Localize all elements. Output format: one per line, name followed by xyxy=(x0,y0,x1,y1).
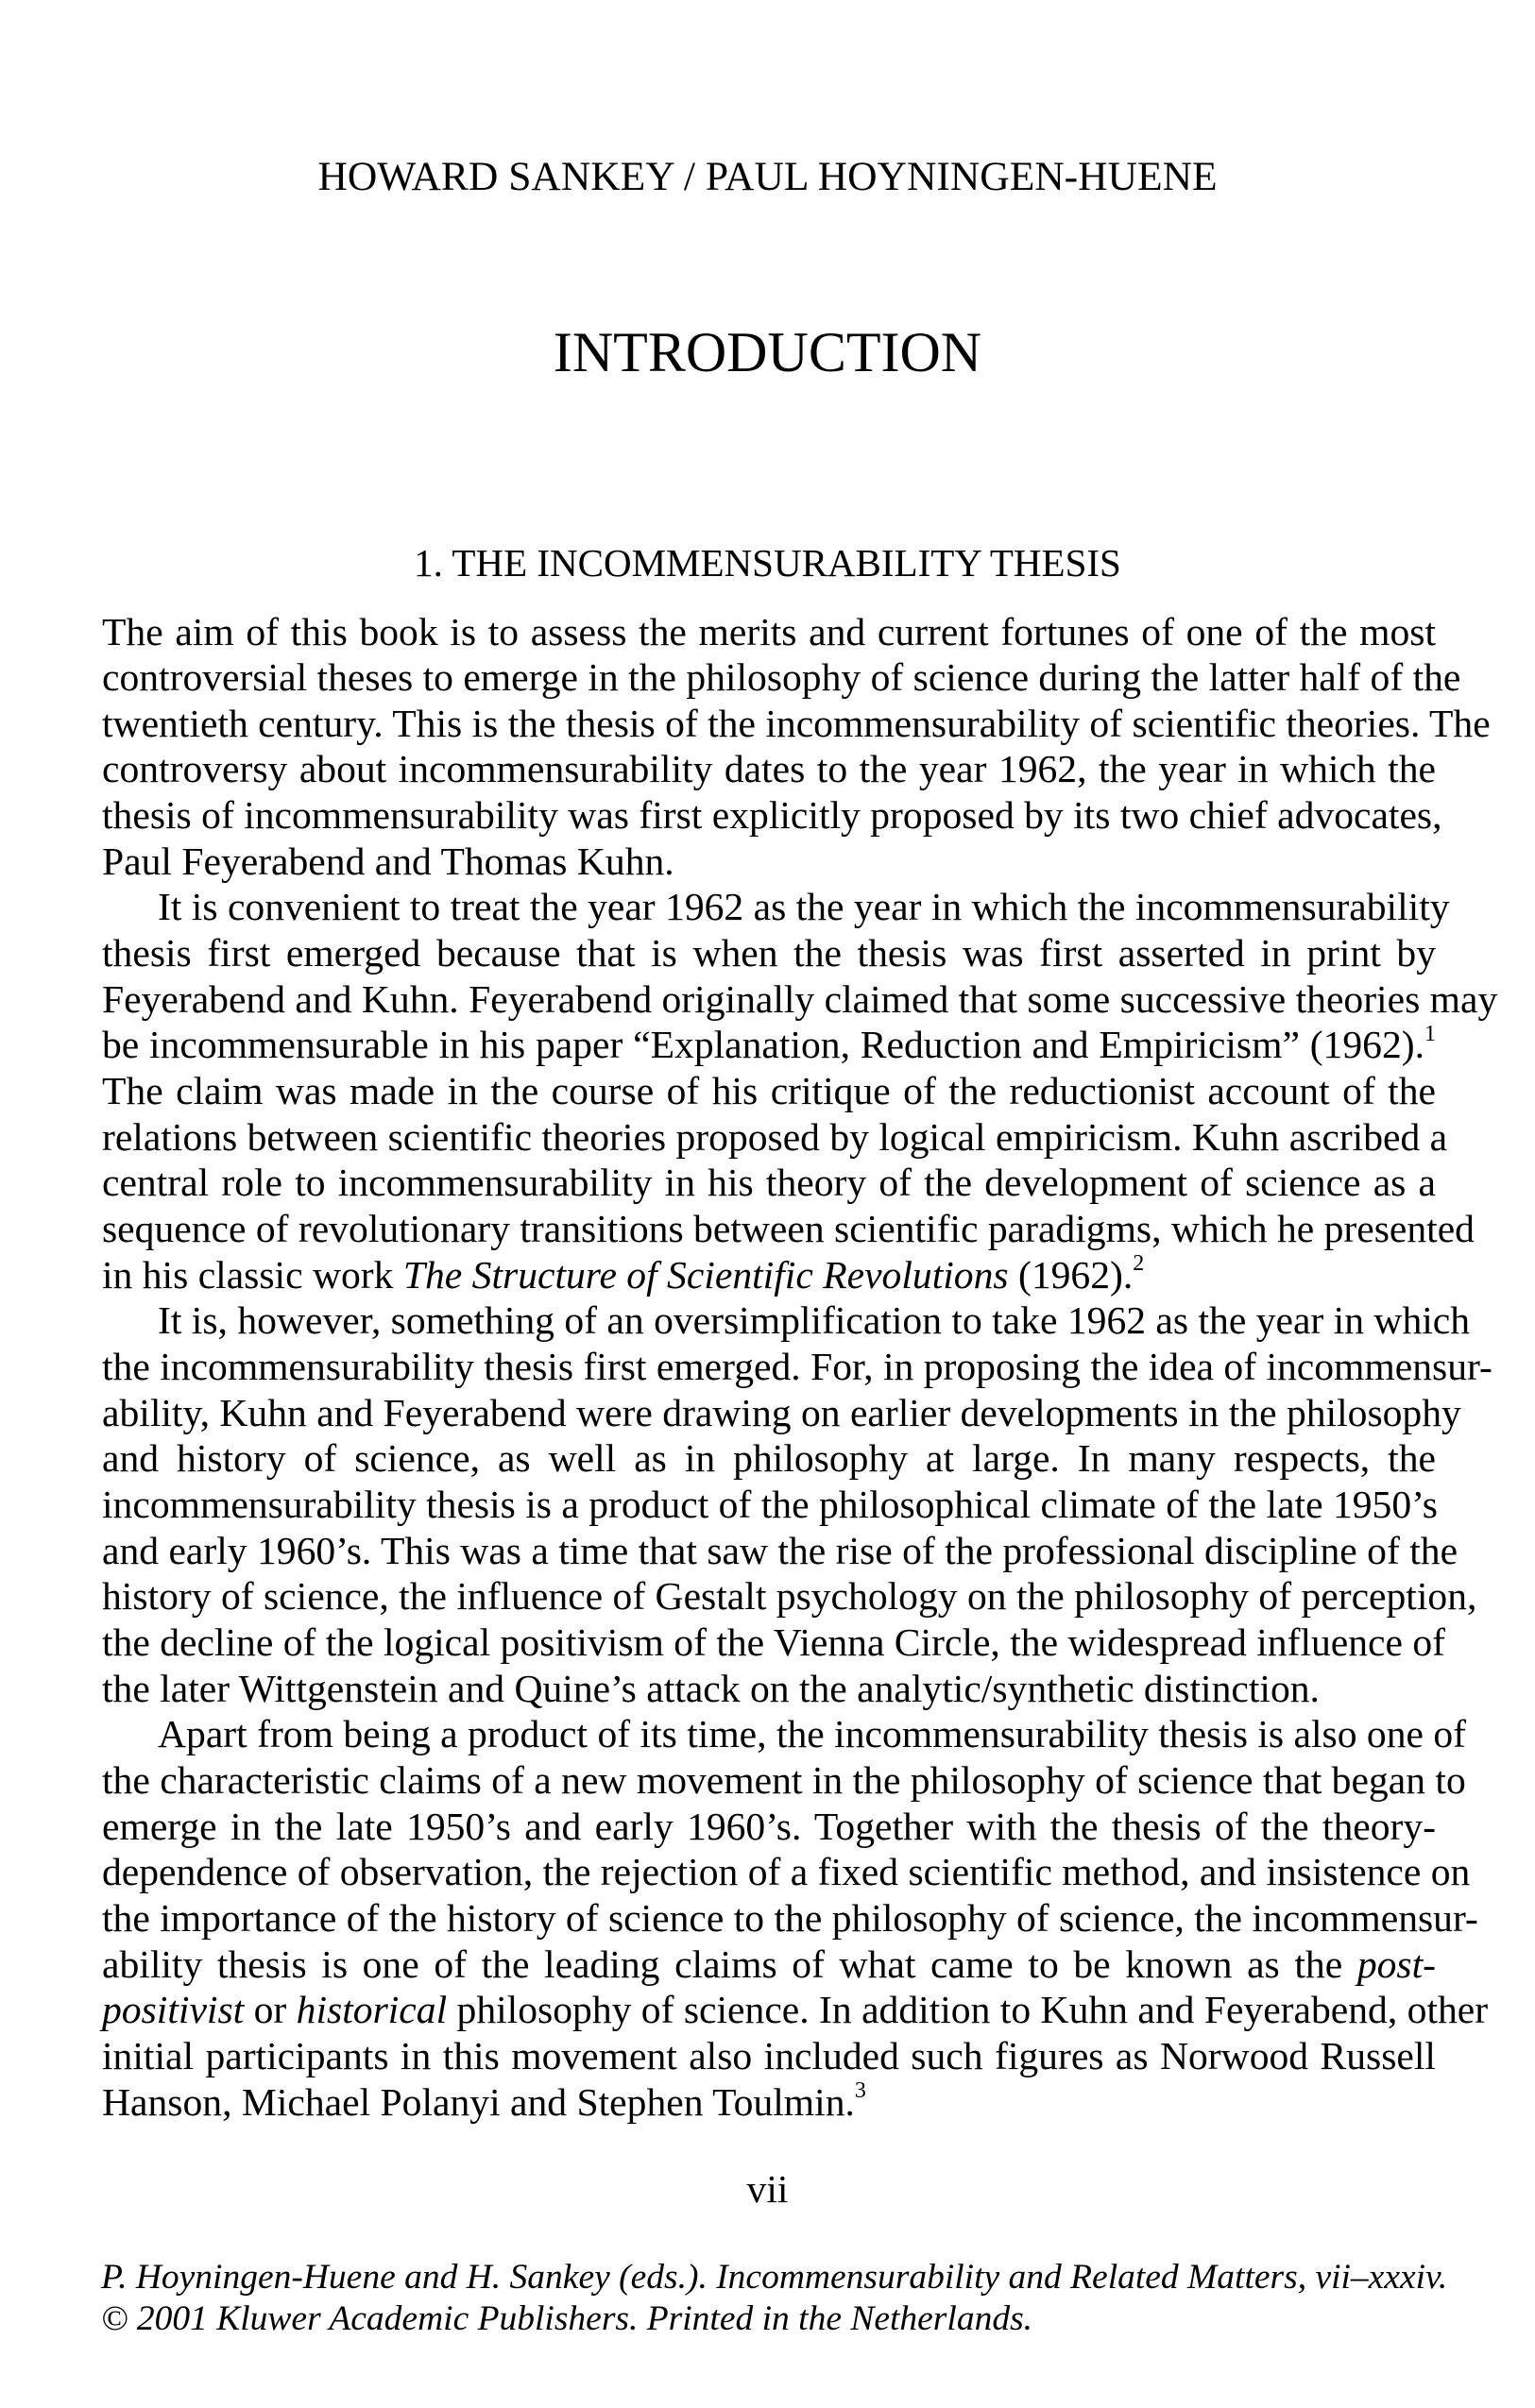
text-line-content: or xyxy=(244,1988,297,2032)
text-line: the incommensurability thesis first emerged. For, in proposing the idea of incommensur- xyxy=(102,1345,1492,1388)
text-line: history of science, the influence of Gestalt psychology on the philosophy of perception, xyxy=(102,1574,1477,1619)
author-names: HOWARD SANKEY / PAUL HOYNINGEN-HUENE xyxy=(317,154,1218,199)
text-line: The claim was made in the course of his critique of the reductionist account of the xyxy=(102,1069,1436,1113)
text-line: dependence of observation, the rejection of a fixed scientific method, and insistence on xyxy=(102,1850,1471,1894)
text-line: thesis first emerged because that is when the thesis was first asserted in print by xyxy=(102,931,1436,975)
section-heading: 1. THE INCOMMENSURABILITY THESIS xyxy=(414,541,1121,585)
text-line xyxy=(102,1942,1436,1988)
text-line: sequence of revolutionary transitions between scientific paradigms, which he presented xyxy=(102,1207,1475,1251)
text-line: ability, Kuhn and Feyerabend were drawing on earlier developments in the philosophy xyxy=(102,1390,1461,1434)
text-line: It is convenient to treat the year 1962 as the year in which the incommensurability xyxy=(158,885,1450,929)
text-line: the importance of the history of science to the philosophy of science, the incommensur- xyxy=(102,1895,1478,1940)
body-text xyxy=(102,609,1498,2126)
text-line: controversy about incommensurability dates to the year 1962, the year in which the xyxy=(102,747,1436,791)
text-line xyxy=(102,2079,1436,2126)
text-line: the characteristic claims of a new movement in the philosophy of science that began to xyxy=(102,1757,1466,1802)
text-line-content: philosophy of science. In addition to Kuhn and Feyerabend, other xyxy=(456,1988,1489,2032)
text-line: initial participants in this movement also included such figures as Norwood Russell xyxy=(102,2033,1436,2077)
copyright-line: © 2001 Kluwer Academic Publishers. Printed in the Netherlands. xyxy=(101,2299,1033,2338)
text-line: Paul Feyerabend and Thomas Kuhn. xyxy=(102,839,674,883)
publication-footer xyxy=(101,2257,1448,2340)
text-line xyxy=(102,1987,1489,2033)
text-line-content: Hanson, Michael Polanyi and Stephen Toulmin. xyxy=(102,2079,855,2124)
text-line: the decline of the logical positivism of the Vienna Circle, the widespread influence of xyxy=(102,1619,1446,1664)
book-title: The Structure of Scientific Revolutions xyxy=(402,1252,1009,1297)
paragraph-3 xyxy=(102,1297,1492,1711)
text-line: Feyerabend and Kuhn. Feyerabend originally claimed that some successive theories may xyxy=(102,976,1498,1021)
text-line: twentieth century. This is the thesis of the incommensurability of scientific theories. The xyxy=(102,701,1491,745)
text-line xyxy=(102,1022,1436,1068)
footnote-ref-1[interactable]: 1 xyxy=(1424,1021,1436,1046)
italic-term: post- xyxy=(1356,1942,1436,1986)
footnote-ref-3[interactable]: 3 xyxy=(854,2077,866,2103)
citation-line: P. Hoyningen-Huene and H. Sankey (eds.). Incommensurability and Related Matters, vii–xxxiv. xyxy=(101,2258,1448,2297)
text-line: emerge in the late 1950’s and early 1960’s. Together with the thesis of the theory- xyxy=(102,1804,1436,1848)
italic-term: positivist xyxy=(102,1988,245,2032)
footnote-ref-2[interactable]: 2 xyxy=(1133,1250,1145,1276)
italic-term: historical xyxy=(296,1988,448,2032)
text-line-content: ability thesis is one of the leading claims of what came to be known as the xyxy=(102,1942,1343,1986)
text-line: It is, however, something of an oversimplification to take 1962 as the year in which xyxy=(158,1298,1471,1343)
text-line: and history of science, as well as in philosophy at large. In many respects, the xyxy=(102,1436,1436,1481)
text-line: central role to incommensurability in his theory of the development of science as a xyxy=(102,1161,1436,1205)
text-line: and early 1960’s. This was a time that saw the rise of the professional discipline of the xyxy=(102,1528,1458,1572)
text-line: incommensurability thesis is a product of the philosophical climate of the late 1950’s xyxy=(102,1482,1438,1526)
chapter-title: INTRODUCTION xyxy=(553,321,982,383)
paragraph-4 xyxy=(102,1711,1489,2125)
text-line-content: be incommensurable in his paper “Explanation, Reduction and Empiricism” (1962). xyxy=(102,1023,1424,1067)
paragraph-2 xyxy=(102,884,1498,1297)
text-line: Apart from being a product of its time, the incommensurability thesis is also one of xyxy=(158,1712,1467,1756)
text-line: thesis of incommensurability was first explicitly proposed by its two chief advocates, xyxy=(102,793,1442,838)
text-line-content: in his classic work xyxy=(102,1252,394,1297)
text-line: The aim of this book is to assess the merits and current fortunes of one of the most xyxy=(102,609,1436,653)
text-line-content: (1962). xyxy=(1008,1252,1134,1297)
text-line: the later Wittgenstein and Quine’s attack on the analytic/synthetic distinction. xyxy=(102,1666,1320,1710)
paragraph-1 xyxy=(102,609,1491,885)
text-line xyxy=(102,1252,1436,1298)
page-number: vii xyxy=(746,2167,789,2211)
text-line: relations between scientific theories proposed by logical empiricism. Kuhn ascribed a xyxy=(102,1114,1448,1159)
text-line: controversial theses to emerge in the philosophy of science during the latter half of the xyxy=(102,655,1461,700)
